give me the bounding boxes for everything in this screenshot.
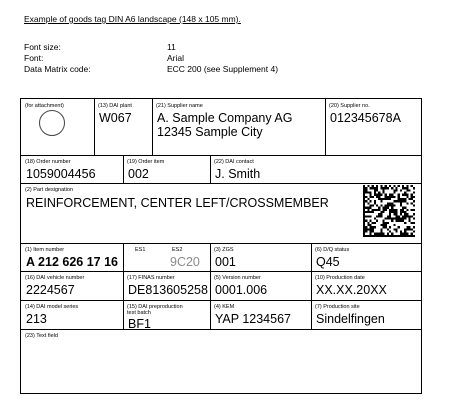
order-item-value: 002 [128,167,149,181]
data-matrix-value: ECC 200 (see Supplement 4) [167,64,279,74]
column-divider [210,155,211,183]
column-divider [325,99,326,155]
font-label: Font: [24,53,44,63]
dai-model-series-label: (14) DAI model series [25,304,79,310]
kem-value: YAP 1234567 [215,312,291,326]
production-site-label: (7) Production site [315,304,360,310]
zgs-label: (3) ZGS [214,247,234,253]
row-divider [21,271,421,272]
dai-model-series-value: 213 [26,312,47,326]
data-matrix-code [363,185,415,237]
preproduction-value: BF1 [128,317,151,328]
version-number-label: (5) Version number [214,275,261,281]
preproduction-value-clip [124,316,209,328]
text-field-label: (23) Text field [25,333,58,339]
supplier-name-line1: A. Sample Company AG [157,111,293,125]
dai-vehicle-number-value: 2224567 [26,283,75,297]
order-item-label: (19) Order item [127,159,165,165]
part-designation-value: REINFORCEMENT, CENTER LEFT/CROSSMEMBER [26,196,329,210]
preproduction-label-line2: test batch [127,310,151,316]
attachment-hole-icon [39,110,65,136]
row-divider [21,300,421,301]
column-divider [94,99,95,155]
data-matrix-label: Data Matrix code: [24,64,91,74]
row-divider [21,183,421,184]
supplier-no-value: 012345678A [330,111,401,125]
kem-label: (4) KEM [214,304,235,310]
column-divider [210,243,211,329]
row-divider [21,155,421,156]
column-divider [152,99,153,155]
item-number-value: A 212 626 17 16 [26,255,118,269]
column-divider [311,243,312,329]
production-date-label: (10) Production date [315,275,365,281]
font-size-value: 11 [167,42,176,52]
version-number-value: 0001.006 [215,283,268,297]
preproduction-label: (15) DAI preproduction [127,304,183,310]
supplier-name-line2: 12345 Sample City [157,125,263,139]
supplier-no-label: (20) Supplier no. [329,103,370,109]
finas-number-label: (17) FINAS number [127,275,175,281]
dai-contact-label: (22) DAI contact [214,159,254,165]
dai-vehicle-number-label: (16) DAI vehicle number [25,275,85,281]
order-number-value: 1059004456 [26,167,96,181]
item-number-label: (1) Item number [25,247,65,253]
attachment-label: (for attachment) [25,103,64,109]
finas-number-value: DE813605258 [128,283,208,297]
production-date-value: XX.XX.20XX [316,283,387,297]
dai-plant-value: W067 [99,111,132,125]
supplier-name-label: (21) Supplier name [156,103,203,109]
es1-label: ES1 [135,247,146,253]
goods-tag [20,98,422,394]
dai-contact-value: J. Smith [215,167,261,181]
es2-label: ES2 [172,247,183,253]
row-divider [21,243,421,244]
part-designation-label: (2) Part designation [25,187,73,193]
es2-value: 9C20 [170,255,200,269]
dq-status-value: Q45 [316,255,340,269]
font-size-label: Font size: [24,42,61,52]
zgs-value: 001 [215,255,236,269]
font-value: Arial [167,53,185,63]
document-title: Example of goods tag DIN A6 landscape (148 x 105 mm). [24,14,241,24]
dq-status-label: (6) D/Q status [315,247,350,253]
production-site-value: Sindelfingen [316,312,385,326]
column-divider [123,155,124,183]
dai-plant-label: (13) DAI plant [98,103,132,109]
row-divider [21,329,421,330]
order-number-label: (18) Order number [25,159,71,165]
